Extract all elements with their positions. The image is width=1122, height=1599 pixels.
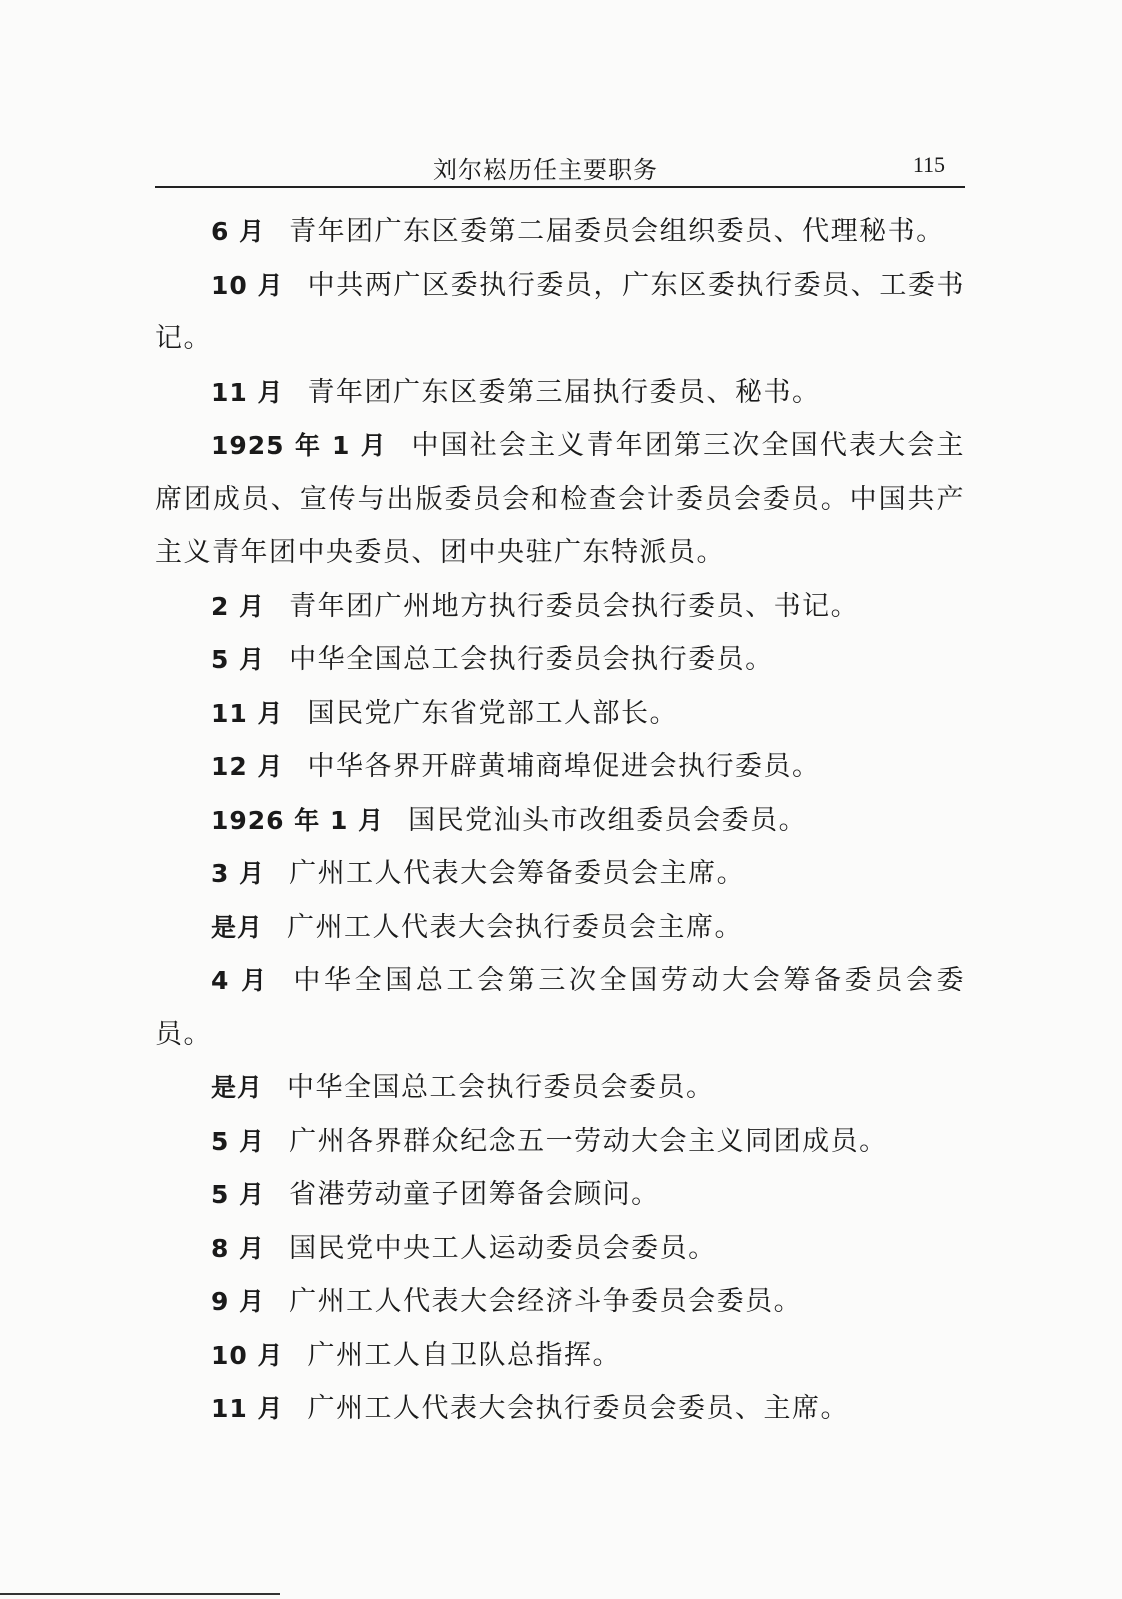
entry [155, 366, 965, 420]
entry [155, 580, 965, 634]
entry-text: 中华全国总工会第三次全国劳动大会筹备委员会委员。 [155, 965, 965, 1050]
page-body [155, 205, 965, 1436]
entry-date: 1925 年 1 月 [211, 431, 388, 460]
entry-text: 中华全国总工会执行委员会执行委员。 [289, 644, 774, 675]
entry-text: 国民党广东省党部工人部长。 [307, 697, 678, 729]
entry [155, 740, 965, 794]
entry [155, 633, 965, 687]
entry-text: 广州工人代表大会执行委员会主席。 [287, 911, 744, 943]
entry-date: 10 月 [211, 270, 284, 300]
entry-date: 11 月 [211, 377, 284, 407]
entry [155, 847, 965, 901]
entry-text: 青年团广东区委第三届执行委员、秘书。 [307, 376, 821, 408]
entry [155, 1168, 965, 1222]
entry-text: 中国社会主义青年团第三次全国代表大会主席团成员、宣传与出版委员会和检查会计委员会委员。中国共产主义青年团中央委员、团中央驻广东特派员。 [155, 430, 965, 568]
entry [155, 1061, 965, 1115]
entry-date: 11 月 [211, 1394, 284, 1423]
entry [155, 1115, 965, 1169]
entry [155, 687, 965, 741]
entry-text: 国民党中央工人运动委员会委员。 [289, 1232, 717, 1264]
entry-date: 5 月 [211, 1180, 266, 1209]
entry-text: 广州各界群众纪念五一劳动大会主义同团成员。 [289, 1125, 888, 1157]
entry-date: 5 月 [211, 645, 266, 674]
entry [155, 1329, 965, 1383]
entry-text: 广州工人代表大会筹备委员会主席。 [289, 858, 746, 889]
header-rule [155, 186, 965, 188]
entry-text: 广州工人自卫队总指挥。 [307, 1339, 621, 1371]
running-header [155, 150, 965, 190]
entry-text: 中华全国总工会执行委员会委员。 [287, 1072, 715, 1103]
entry-text: 国民党汕头市改组委员会委员。 [408, 804, 808, 836]
entry [155, 1222, 965, 1276]
entry-date: 6 月 [211, 217, 266, 246]
scan-edge-line [0, 1593, 280, 1595]
entry-date: 1926 年 1 月 [211, 805, 385, 835]
entry [155, 1382, 965, 1436]
entry-date: 12 月 [211, 752, 284, 781]
entry-text: 中共两广区委执行委员，广东区委执行委员、工委书记。 [155, 269, 966, 354]
entry-date: 4 月 [211, 966, 270, 995]
entry-text: 青年团广东区委第二届委员会组织委员、代理秘书。 [289, 216, 945, 247]
entry [155, 954, 965, 1061]
entry-date: 11 月 [211, 698, 284, 728]
entry [155, 419, 965, 580]
page-number: 115 [912, 152, 945, 177]
running-header-title: 刘尔崧历任主要职务 [433, 156, 658, 184]
entry-date: 10 月 [211, 1340, 284, 1370]
entry-date: 8 月 [211, 1233, 266, 1263]
entry-text: 省港劳动童子团筹备会顾问。 [289, 1179, 660, 1210]
entry [155, 1275, 965, 1329]
entry [155, 205, 965, 259]
entry-date: 3 月 [211, 859, 266, 888]
entry-date: 是月 [211, 1073, 264, 1102]
entry [155, 901, 965, 955]
entry-date: 9 月 [211, 1287, 266, 1316]
entry-date: 是月 [211, 912, 264, 942]
entry-date: 5 月 [211, 1126, 266, 1156]
entry-text: 中华各界开辟黄埔商埠促进会执行委员。 [307, 751, 821, 782]
entry-text: 广州工人代表大会经济斗争委员会委员。 [289, 1286, 803, 1317]
entry-text: 广州工人代表大会执行委员会委员、主席。 [307, 1393, 849, 1424]
entry-date: 2 月 [211, 591, 266, 621]
entry [155, 259, 965, 366]
entry-text: 青年团广州地方执行委员会执行委员、书记。 [289, 590, 860, 622]
entry [155, 794, 965, 848]
